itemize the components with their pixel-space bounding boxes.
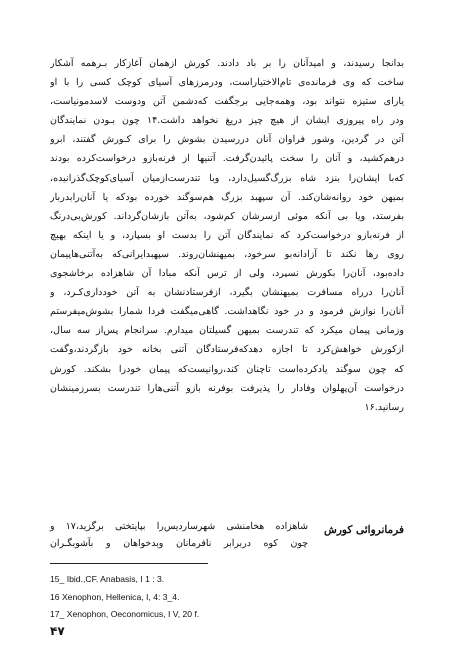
text-line: آنان‌را درراه مسافرت بمیهنشان بگیرد، ازفرستادنشان به آتن خودداری‌کـرد، و bbox=[50, 287, 404, 299]
text-line: چون کوه دربرابر نافرمانان وبدخواهان و بآشوبگـران bbox=[50, 538, 308, 549]
text-line: درخواست آن‌پهلوان وفادار را پذیرفت بوفرنه بازو آتنی‌هارا تندرست بسرزمینشان bbox=[50, 382, 404, 394]
text-line: روی رها نکند تا آزادانه‌بو سرخود، بمیهنشان‌روند. سپهبدایرانی‌که به‌آتنی‌هاپیمان bbox=[50, 248, 404, 260]
text-line: یارای ستیزه نتواند بود، وهمه‌جایی برجگفت که‌دشمن آتن ودوست لاسدمونیاست، bbox=[50, 96, 404, 108]
section-side-heading: فرمانروائی کورش bbox=[324, 524, 404, 536]
text-line: که‌با ایشان‌را بنزد شاه بزرگ‌گسیل‌دارد، وبا تندرست‌ازمیان آسیای‌کوچک‌گذرانیده، bbox=[50, 172, 404, 184]
text-line: شاهزاده هخامنشی شهرساردیس‌را بپایتختی برگزید،۱۷ و bbox=[50, 521, 308, 532]
text-line: بدانجا رسیدند، و امیدآنان را بر باد دادند. کورش ازهمان آغازکار بـرهمه آشکار bbox=[50, 58, 404, 69]
text-line: آنان‌را نوازش فرمود و در خود نگاهداشت. گاهی‌میگفت فردا شمارا بشوش‌میفرستم bbox=[50, 306, 404, 318]
footnote-divider bbox=[50, 563, 208, 564]
text-line: آتن در گردین، وشور فراوان آنان دررسیدن بشوش را برای کـورش گفتند، ابرو bbox=[50, 134, 404, 146]
text-line: وزمانی پیمان میکرد که تندرست بمیهن گسیلتان میدارم. سرانجام پس‌از سه سال، bbox=[50, 325, 404, 337]
text-line: داده‌بود، آنان‌را بکورش نسپرد، ولی از ترس آنکه مبادا آن شاهزاده برخاشجوی bbox=[50, 268, 404, 280]
text-line: ودر راه پیروزی ایشان از هیچ چیز دریغ نخواهد داشت.۱۴ چون بـودن نمایندگان bbox=[50, 115, 404, 127]
page-number: ۴۷ bbox=[50, 624, 65, 638]
text-line: رسانید.۱۶ bbox=[364, 401, 404, 413]
text-line: بمیهن خود روانه‌شان‌کند. آن سپهبد بزرگ هم‌سوگند خورده بودکه یا آنان‌را‌بدربار bbox=[50, 191, 404, 203]
text-line: ازکورش خواهش‌کرد تا اجازه دهدکه‌فرستادگان آتنی بخانه خود بازگردند،و‌گفت bbox=[50, 344, 404, 356]
footnote: 17_ Xenophon, Oeconomicus, I V, 20 f. bbox=[50, 609, 200, 619]
footnote: 16 Xenophon, Hellenica, I, 4: 3_4. bbox=[50, 591, 180, 602]
text-line: بفرستد، ویا بی آنکه موئی ازسرشان کم‌شود، به‌آتن بازشان‌گرداند. کورش‌بی‌درنگ bbox=[50, 210, 404, 222]
text-line: درهم‌کشید، و آنان را سخت پائیدن‌گرفت. آتنیها از فرنه‌بازو درخواست‌کرده بودند bbox=[50, 153, 404, 165]
text-line: از فرنه‌بازو درخواست‌کرد که نمایندگان آتن را بدست او بسپارد، و یا اینکه بهیچ bbox=[50, 229, 404, 241]
section-text bbox=[50, 518, 308, 552]
footnote: 15_ Ibid.,CF. Anabasis, I 1 : 3. bbox=[50, 574, 165, 584]
text-line: ساخت که وی فرمانده‌ی تام‌الاختیاراست، ودرمرزهای آسیای کوچک کسی را با او bbox=[50, 77, 404, 89]
text-line: که چون سوگند یادکرده‌است تاچنان کند،روانیست‌که پیمان خودرا بشکند. کورش bbox=[50, 363, 404, 375]
footnotes bbox=[50, 571, 404, 624]
body-text bbox=[50, 54, 404, 417]
